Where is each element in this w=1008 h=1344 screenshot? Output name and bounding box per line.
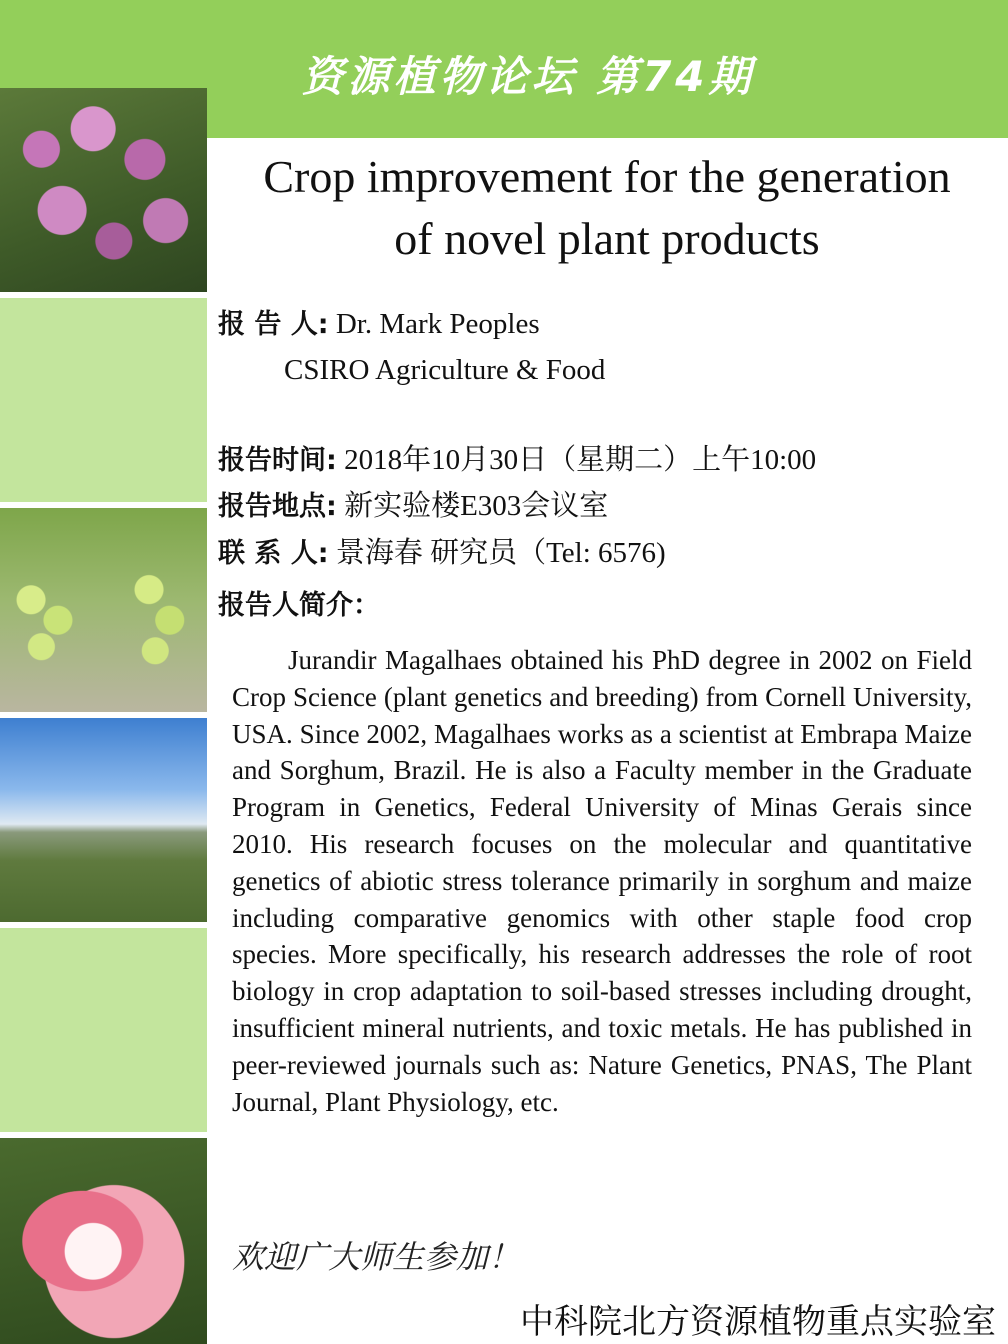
speaker-bio: Jurandir Magalhaes obtained his PhD degree in 2002 on Field Crop Science (plant genetics and breeding) from Cornell University, USA. Since 2002, Magalhaes works as a scientist at Embrapa Maize and Sorghum, Brazil. He is also a Faculty member in the Graduate Program in Genetics, Federal University of Minas Gerais since 2010. His research focuses on the molecular and quantitative genetics of abiotic stress tolerance primarily in sorghum and maize including comparative genomics with other staple food crop species. More specifically, his research addresses the role of root biology in crop adaptation to soil-based stresses including drought, insufficient mineral nutrients, and toxic metals. He has published in peer-reviewed journals such as: Nature Genetics, PNAS, The Plant Journal, Plant Physiology, etc. — [232, 645, 972, 1117]
green-decorative-block — [0, 298, 207, 502]
contact-label: 联 系 人: — [218, 538, 329, 569]
welcome-text: 欢迎广大师生参加！ — [232, 1238, 521, 1276]
lilac-flowers-image — [0, 88, 207, 292]
speaker-label: 报 告 人: — [218, 309, 329, 340]
location-row — [218, 486, 608, 527]
grassland-field-image — [0, 718, 207, 922]
contact-value: 景海春 研究员（Tel: 6576) — [335, 537, 666, 569]
green-decorative-block — [0, 928, 207, 1132]
time-row — [218, 440, 816, 481]
time-label: 报告时间: — [218, 445, 337, 476]
forum-title: 资源植物论坛 第74期 — [301, 52, 755, 101]
speaker-name: Dr. Mark Peoples — [335, 308, 540, 340]
green-grapes-image — [0, 508, 207, 712]
peony-flower-image — [0, 1138, 207, 1344]
talk-title-line2: of novel plant products — [394, 213, 820, 264]
organizer-name: 中科院北方资源植物重点实验室 — [520, 1302, 996, 1342]
affiliation-row — [284, 350, 605, 390]
time-value: 2018年10月30日（星期二）上午10:00 — [344, 444, 817, 476]
talk-title — [212, 146, 1002, 270]
speaker-affiliation: CSIRO Agriculture & Food — [284, 354, 606, 386]
talk-title-line1: Crop improvement for the generation — [263, 151, 951, 202]
location-value: 新实验楼E303会议室 — [344, 490, 609, 522]
speaker-row — [218, 304, 540, 345]
bio-heading-row — [218, 585, 380, 626]
contact-row — [218, 533, 666, 574]
bio-heading: 报告人简介： — [218, 590, 380, 621]
location-label: 报告地点: — [218, 491, 337, 522]
